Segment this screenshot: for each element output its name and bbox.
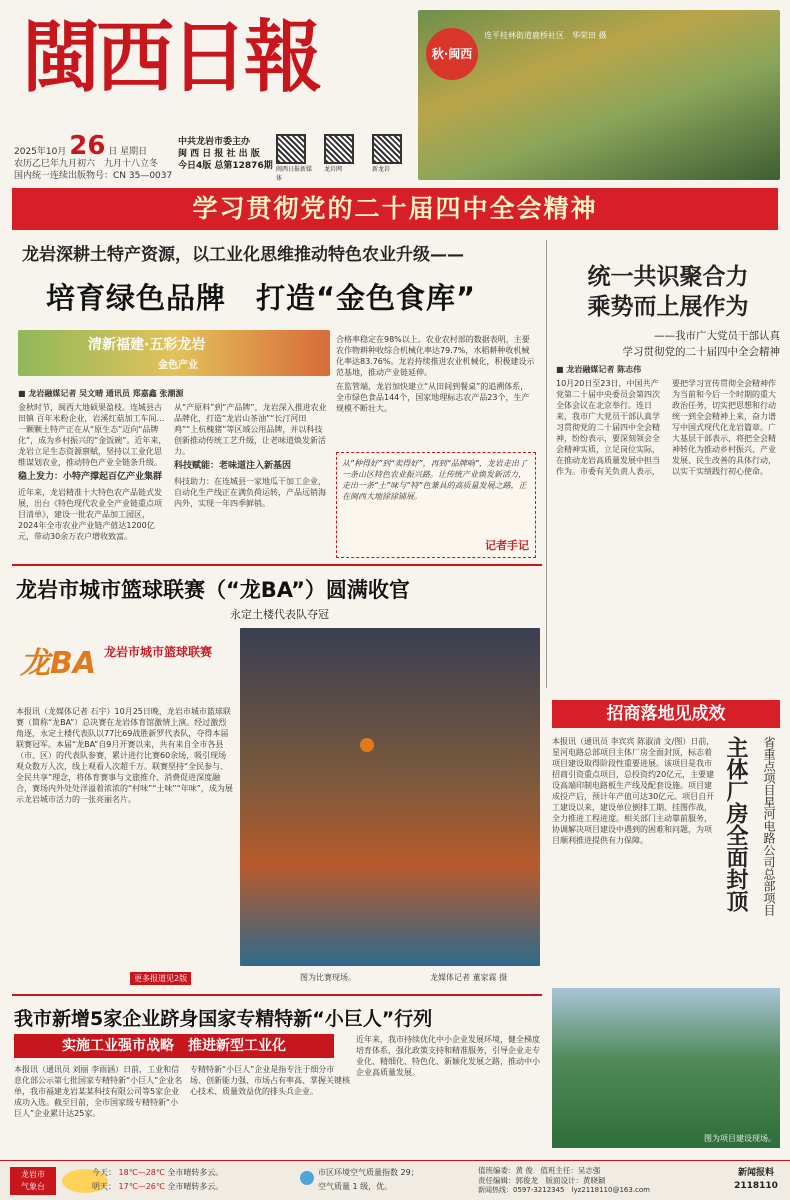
investment-vertical-title: 主体厂房全面封顶 [723,736,748,912]
section-rule-2 [12,994,542,996]
section-rule [12,564,542,566]
cba-photo-caption: 图为比赛现场。 [300,973,356,982]
bottom-col-3: 近年来，我市持续优化中小企业发展环境，健全梯度培育体系，强化政策支持和精准服务，引导企业走专业化、精细化、特色化、新颖化发展之路，推动中小企业高质量发展。 [356,1035,540,1077]
newspaper-title: 閩西日報 [22,12,319,103]
weather-badge: 龙岩市 气象台 [10,1167,56,1195]
contact-line: 新闻热线：0597-3212345 lyz2118110@163.com [478,1186,650,1194]
editor-line-2: 责任编辑：郭俊龙 版面设计：黄晓颖 [478,1176,606,1185]
right-subhead-2: 学习贯彻党的二十届四中全会精神 [622,346,780,358]
right-headline-2: 乘势而上展作为 [587,294,749,320]
publisher-line-2: 闽 西 日 报 社 出 版 [178,149,260,159]
date-year-month: 2025年10月 [14,147,67,157]
right-byline: ■ 龙岩融媒记者 陈志伟 [556,365,642,374]
air-quality-2: 空气质量 1 级，优。 [318,1182,393,1191]
right-subhead-1: ——我市广大党员干部认真 [654,330,780,342]
cba-logo: 龙BA [20,646,97,681]
slogan-title: 清新福建·五彩龙岩 [88,337,206,353]
column-divider [546,240,547,688]
autumn-landscape-photo [418,10,780,180]
publisher-line-1: 中共龙岩市委主办 [178,137,251,147]
issn-line: 国内统一连续出版物号：CN 35—0037 [14,171,173,181]
reporter-note-tag: 记者手记 [485,539,529,552]
lunar-date: 农历乙巳年九月初六 九月十八立冬 [14,159,159,169]
cba-more-link[interactable]: 更多报道见2版 [130,972,191,985]
weather-tomorrow: 明天： 17℃—26℃ 全市晴转多云。 [92,1182,224,1191]
reporter-note: 从“种得好”到“卖得好”，再到“品牌响”，龙岩走出了一条山区特色农业振兴路。让传统产业焕发新活力，走出一条“土”味与“特”色兼具的高质量发展之路，正在闽西大地徐徐铺展。 [342,459,527,501]
date-weekday: 日 星期日 [108,147,148,157]
autumn-badge: 秋·闽西 [426,28,478,80]
qr-code-2[interactable]: 龙岩网 [324,134,360,178]
cba-logo-block [16,628,226,698]
lead-col-1: 金秋时节，闽西大地硕果盈枝。连城县古田镇 百年米粉企业，岩溪红菇加工车间…一颗颗土特产正在从“原生态”迈向“品牌化”，成为乡村振兴的“金饭碗”。近年来，龙岩立足生态资源禀赋，坚持以工业化思维谋划农业，推动特色产业全链条升级。 稳上发力：小特产撑起百亿产业集群 近年来，龙岩精准十大特色农产品链式发展，出台《特色现代农业全产业链重点项目清单》，建设一批农产品加工园区，2024年全市农业产业链产值达1200亿元，带动30余万农户增收致富。 [18,403,167,541]
basketball-game-photo [240,628,540,966]
photo-caption: 连平桂林街道鹿桥社区 华荣田 摄 [484,31,607,40]
bottom-col-2: 专精特新“小巨人”企业是指专注于细分市场、创新能力强、市场占有率高、掌握关键核心技术、质量效益优的排头兵企业。 [190,1065,350,1096]
lead-kicker: 龙岩深耕土特产资源，以工业化思维推动特色农业升级—— [22,245,464,265]
qr-code-3[interactable]: 新龙岩 [372,134,408,178]
editor-line-1: 值班编委：黄 俊 值班主任：吴志强 [478,1166,601,1175]
hotline-block[interactable]: 新闻报料 2118110 [734,1168,778,1191]
bottom-headline: 我市新增5家企业跻身国家专精特新“小巨人”行列 [14,1008,433,1030]
investment-vertical-sub: 省重点项目星河电路公司总部项目 [762,736,776,916]
lead-subhead-2: 科技赋能：老味道注入新基因 [174,461,292,471]
investment-bar: 招商落地见成效 [552,700,780,728]
qr-codes [276,134,416,182]
cba-headline: 龙岩市城市篮球联赛（“龙BA”）圆满收官 [16,578,410,602]
slogan-strip [18,330,330,376]
cba-subhead: 永定土楼代表队夺冠 [230,608,329,621]
date-day: 26 [69,131,106,161]
investment-body: 本报讯（通讯员 李宾宾 陈淑清 文/图）日前，星河电路总部项目主体厂房全面封顶，标志着项目建设取得阶段性重要进展。该项目是我市招商引资重点项目，总投资约20亿元，主要建设高端印制电路板生产线及配套设施。项目建成投产后，预计年产值可达30亿元。项目自开工建设以来，建设单位倒排工期、挂图作战，全力推进工程进度。相关部门主动靠前服务，协调解决项目建设中遇到的困难和问题，为项目顺利推进提供有力保障。 [552,737,715,845]
air-quality-1: 市区环境空气质量指数 29； [318,1168,419,1177]
lead-byline: ■ 龙岩融媒记者 吴文晴 通讯员 郑嘉鑫 张潮源 [18,389,184,398]
lead-col-2: 从“产原料”到“产品牌”，龙岩深入推进农业品牌化，打造“龙岩山茶油”“长汀河田鸡”“上杭槐猪”等区域公用品牌，并以科技创新推动传统工艺升级，让老味道焕发新活力。 科技赋能：老味道注入新基因 科技助力：在连城县一家地瓜干加工企业，自动化生产线正在满负荷运转，产品远销海内外，实现一年四季鲜销。 [174,402,330,562]
cba-logo-title: 龙岩市城市篮球联赛 [104,645,213,659]
publisher-block [178,136,274,172]
publisher-line-3: 今日4版 总第12876期 [178,161,273,171]
qr-icon [372,134,402,164]
factory-construction-photo [552,988,780,1148]
theme-banner: 学习贯彻党的二十届四中全会精神 [12,188,778,230]
bottom-bar: 实施工业强市战略 推进新型工业化 [14,1034,334,1058]
lead-headline: 培育绿色品牌 打造“金色食库” [46,281,477,315]
slogan-sub: 金色产业 [158,360,198,371]
qr-icon [324,134,354,164]
air-quality-icon [300,1171,314,1185]
weather-today: 今天： 18℃—28℃ 全市晴转多云。 [92,1168,224,1177]
qr-icon [276,134,306,164]
factory-photo-caption: 图为项目建设现场。 [704,1134,776,1143]
bottom-col-1: 本报讯（通讯员 刘丽 李雨涵）日前，工业和信息化部公示第七批国家专精特新“小巨人”企业名单，我市福建龙岩某某科技有限公司等5家企业成功入选。截至目前，全市国家级专精特新“小巨人”企业累计达25家。 [14,1065,183,1118]
lead-subhead-1: 稳上发力：小特产撑起百亿产业集群 [18,472,163,482]
cba-photo-credit: 龙媒体记者 董家霖 摄 [430,973,508,982]
basketball-icon [360,738,374,752]
cba-body: 本报讯（龙媒体记者 石宇）10月25日晚，龙岩市城市篮球联赛（简称“龙BA”）总决赛在龙岩体育馆激情上演。经过激烈角逐，永定土楼代表队以77比69战胜新罗代表队，夺得本届联赛冠军。本届“龙BA”自9月开赛以来，共有来自全市各县（市、区）的代表队参赛，累计进行比赛60余场，吸引现场观众数万人次，线上观看人次超千万。联赛坚持“全民参与、全民共享”理念，将体育赛事与文旅推介、消费促进深度融合，赛场内外处处洋溢着浓浓的“村味”“土味”“年味”，成为展示龙岩城市活力的一张亮丽名片。 [16,707,233,804]
lead-col-3: 合格率稳定在98%以上。农业农村部的数据表明，主要农作物耕种收综合机械化率达79.7%，水稻耕种收机械化率达83.76%。龙岩持续推进农业机械化，积极建设示范基地，推动产业链延伸。 在监管端，龙岩加快建立“从田间到餐桌”的追溯体系，全市绿色食品144个，国家地理标志农产品23个，生产规模不断壮大。 [336,335,535,413]
footer [0,1160,790,1200]
reporter-note-box [336,452,536,558]
qr-code-1[interactable]: 闽西日报新媒体 [276,134,312,178]
right-body: 10月20日至23日，中国共产党第二十届中央委员会第四次全体会议在北京举行。连日来，我市广大党员干部认真学习贯彻党的二十届四中全会精神，纷纷表示，要深刻领会全会精神实质，立足岗位实际，在推动龙岩高质量发展中担当作为。市委有关负责人表示，要把学习宣传贯彻全会精神作为当前和今后一个时期的重大政治任务，切实把思想和行动统一到全会精神上来，奋力谱写中国式现代化龙岩篇章。广大基层干部表示，将把全会精神转化为推动乡村振兴、产业发展、民生改善的具体行动，以实干实绩践行初心使命。 [556,379,776,476]
right-headline-1: 统一共识聚合力 [587,264,749,290]
